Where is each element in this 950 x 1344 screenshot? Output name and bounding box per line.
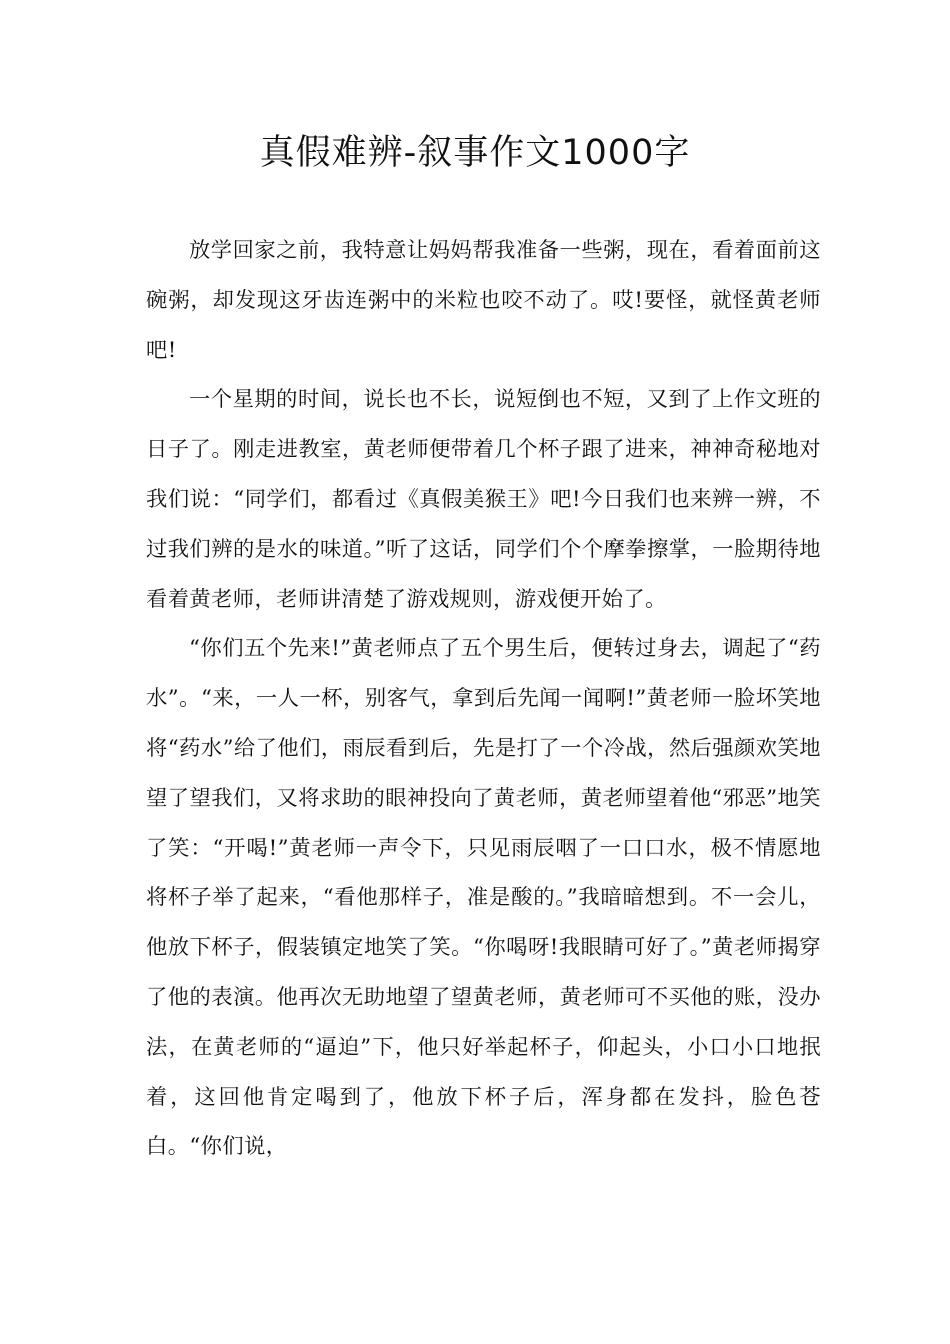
paragraph: “你们五个先来!”黄老师点了五个男生后，便转过身去，调起了“药水”。“来，一人一杯，别客气，拿到后先闻一闻啊!”黄老师一脸坏笑地将“药水”给了他们，雨辰看到后，先是打了一个冷战，然后强颜欢笑地望了望我们，又将求助的眼神投向了黄老师，黄老师望着他“邪恶”地笑了笑：“开喝!”黄老师一声令下，只见雨辰咽了一口口水，极不情愿地将杯子举了起来，“看他那样子，准是酸的。”我暗暗想到。不一会儿，他放下杯子，假装镇定地笑了笑。“你喝呀!我眼睛可好了。”黄老师揭穿了他的表演。他再次无助地望了望黄老师，黄老师可不买他的账，没办法，在黄老师的“逼迫”下，他只好举起杯子，仰起头，小口小口地抿着，这回他肯定喝到了，他放下杯子后，浑身都在发抖，脸色苍白。“你们说， bbox=[146, 636, 822, 1160]
paragraph: 一个星期的时间，说长也不长，说短倒也不短，又到了上作文班的日子了。刚走进教室，黄老师便带着几个杯子跟了进来，神神奇秘地对我们说：“同学们，都看过《真假美猴王》吧!今日我们也来辨一辨，不过我们辨的是水的味道。”听了这话，同学们个个摩拳擦掌，一脸期待地看着黄老师，老师讲清楚了游戏规则，游戏便开始了。 bbox=[146, 387, 821, 612]
document-title: 真假难辨-叙事作文1000字 bbox=[259, 133, 691, 173]
document-body bbox=[146, 226, 821, 1172]
paragraph: 放学回家之前，我特意让妈妈帮我准备一些粥，现在，看着面前这碗粥，却发现这牙齿连粥中的米粒也咬不动了。哎!要怪，就怪黄老师吧! bbox=[146, 238, 821, 363]
